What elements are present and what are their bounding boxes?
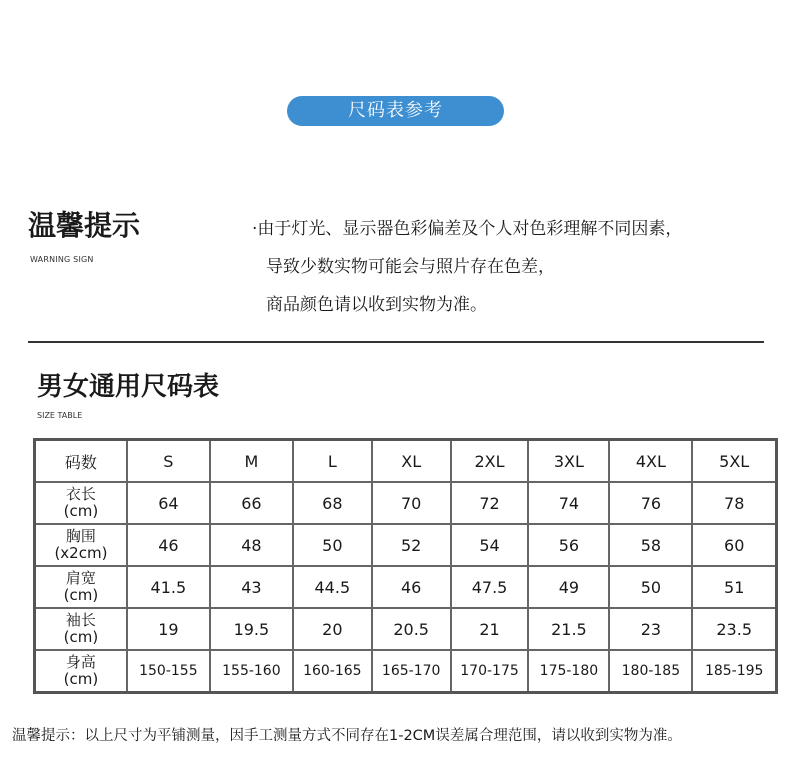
table-cell: 70	[372, 482, 451, 524]
header-cell: 4XL	[609, 440, 692, 483]
row-label	[35, 482, 127, 524]
notice-text	[252, 210, 682, 324]
table-cell: 43	[210, 566, 293, 608]
header-cell: M	[210, 440, 293, 483]
size-chart-banner: 尺码表参考	[287, 96, 504, 126]
row-label-unit: (cm)	[63, 628, 99, 646]
notice-line-1: ·由于灯光、显示器色彩偏差及个人对色彩理解不同因素，	[252, 219, 683, 239]
table-cell: 68	[293, 482, 372, 524]
table-cell: 19.5	[210, 608, 293, 650]
table-cell: 175-180	[528, 650, 609, 693]
table-cell: 56	[528, 524, 609, 566]
table-cell: 52	[372, 524, 451, 566]
table-cell: 19	[127, 608, 210, 650]
table-cell: 74	[528, 482, 609, 524]
row-label-top: 袖长	[65, 611, 96, 629]
row-label-top: 肩宽	[65, 569, 96, 587]
header-cell: 2XL	[451, 440, 529, 483]
row-label	[35, 608, 127, 650]
row-label-unit: (cm)	[63, 670, 99, 688]
row-label	[35, 650, 127, 693]
notice-title: 温馨提示	[28, 209, 141, 242]
table-cell: 50	[293, 524, 372, 566]
measurement-footnote: 温馨提示：以上尺寸为平铺测量，因手工测量方式不同存在1-2CM误差属合理范围，请以收到实物为准。	[12, 728, 682, 744]
table-cell: 155-160	[210, 650, 293, 693]
row-label-top: 衣长	[65, 485, 96, 503]
table-cell: 60	[692, 524, 776, 566]
table-cell: 46	[127, 524, 210, 566]
row-label-unit: (cm)	[63, 502, 99, 520]
header-cell: 码数	[35, 440, 127, 483]
table-cell: 46	[372, 566, 451, 608]
size-table-subtitle: SIZE TABLE	[37, 411, 83, 420]
table-cell: 58	[609, 524, 692, 566]
table-cell: 185-195	[692, 650, 776, 693]
row-label	[35, 566, 127, 608]
table-cell: 20.5	[372, 608, 451, 650]
table-cell: 165-170	[372, 650, 451, 693]
size-table-title: 男女通用尺码表	[37, 372, 220, 402]
row-label-unit: (x2cm)	[54, 544, 108, 562]
table-row	[35, 524, 777, 566]
notice-line-3: 商品颜色请以收到实物为准。	[266, 295, 487, 315]
header-cell: XL	[372, 440, 451, 483]
table-cell: 41.5	[127, 566, 210, 608]
table-row	[35, 482, 777, 524]
header-cell: S	[127, 440, 210, 483]
table-cell: 66	[210, 482, 293, 524]
table-cell: 20	[293, 608, 372, 650]
row-label-unit: (cm)	[63, 586, 99, 604]
table-cell: 150-155	[127, 650, 210, 693]
notice-line-2: 导致少数实物可能会与照片存在色差，	[266, 257, 555, 277]
table-cell: 170-175	[451, 650, 529, 693]
notice-subtitle: WARNING SIGN	[30, 255, 94, 264]
table-cell: 54	[451, 524, 529, 566]
table-cell: 180-185	[609, 650, 692, 693]
table-cell: 23	[609, 608, 692, 650]
table-row	[35, 650, 777, 693]
header-cell: 3XL	[528, 440, 609, 483]
table-cell: 21	[451, 608, 529, 650]
header-cell: L	[293, 440, 372, 483]
table-cell: 23.5	[692, 608, 776, 650]
table-cell: 44.5	[293, 566, 372, 608]
table-cell: 160-165	[293, 650, 372, 693]
size-table	[33, 438, 778, 694]
table-cell: 64	[127, 482, 210, 524]
row-label-top: 身高	[65, 653, 96, 671]
header-cell: 5XL	[692, 440, 776, 483]
row-label	[35, 524, 127, 566]
table-cell: 78	[692, 482, 776, 524]
table-header-row	[35, 440, 777, 483]
section-divider	[28, 341, 764, 343]
table-row	[35, 608, 777, 650]
row-label-top: 胸围	[65, 527, 96, 545]
table-cell: 72	[451, 482, 529, 524]
table-cell: 21.5	[528, 608, 609, 650]
table-cell: 48	[210, 524, 293, 566]
table-cell: 76	[609, 482, 692, 524]
table-cell: 50	[609, 566, 692, 608]
table-cell: 47.5	[451, 566, 529, 608]
table-row	[35, 566, 777, 608]
table-cell: 51	[692, 566, 776, 608]
table-cell: 49	[528, 566, 609, 608]
